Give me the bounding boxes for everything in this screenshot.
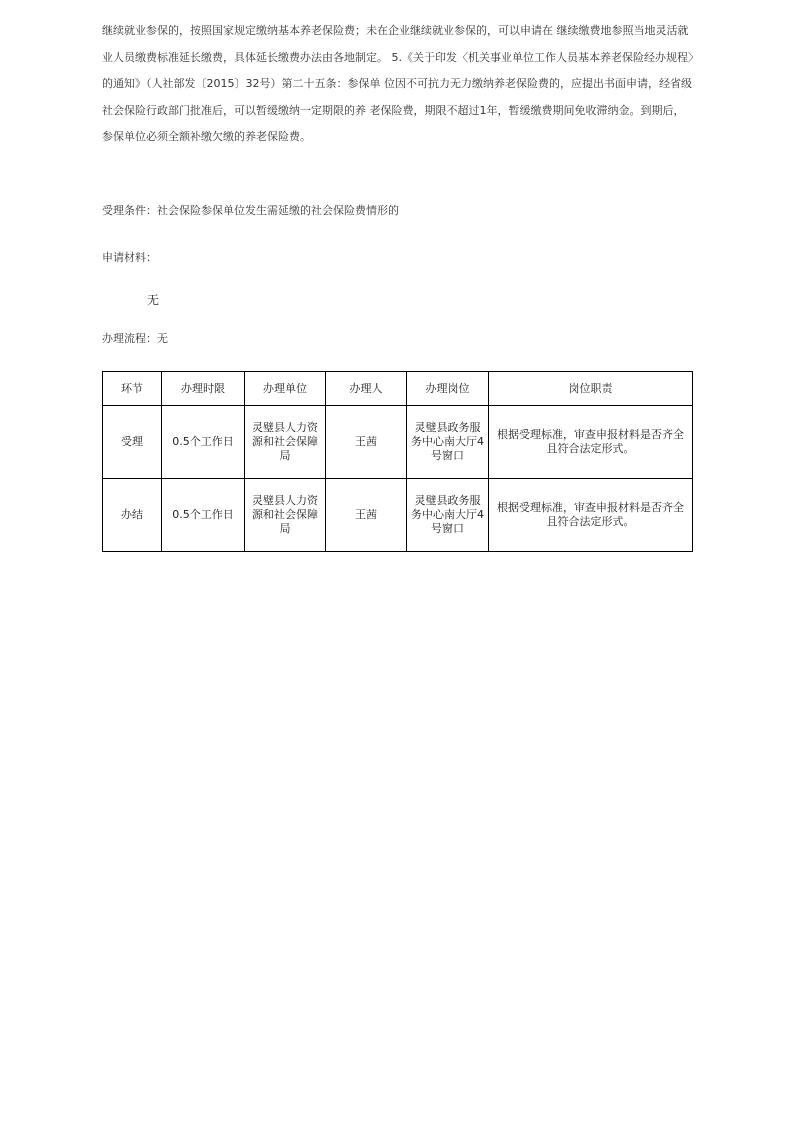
intro-paragraph: 继续就业参保的，按照国家规定缴纳基本养老保险费；未在企业继续就业参保的，可以申请在 继续缴费地参照当地灵活就业人员缴费标准延长缴费，具体延长缴费办法由各地制定。 5.《关于印发〈机关事业单位工作人员基本养老保险经办规程〉的通知》（人社部发〔2015〕32号）第二十五条：参保单 位因不可抗力无力缴纳养老保险费的，应提出书面申请，经省级社会保险行政部门批准后，可以暂缓缴纳一定期限的养 老保险费，期限不超过1年，暂缓缴费期间免收滞纳金。到期后，参保单位必须全额补缴欠缴的养老保险费。 [102, 24, 694, 143]
cell-step: 办结 [103, 479, 162, 552]
cell-unit: 灵璧县人力资源和社会保障局 [245, 406, 326, 479]
cell-time-limit: 0.5个工作日 [162, 479, 245, 552]
header-post: 办理岗位 [407, 372, 489, 406]
table-row [103, 406, 693, 479]
cell-handler: 王茜 [326, 406, 407, 479]
materials-value: 无 [147, 293, 160, 307]
header-step: 环节 [103, 372, 162, 406]
header-unit: 办理单位 [245, 372, 326, 406]
process-flow: 办理流程：无 [102, 332, 168, 345]
cell-step: 受理 [103, 406, 162, 479]
cell-time-limit: 0.5个工作日 [162, 406, 245, 479]
header-handler: 办理人 [326, 372, 407, 406]
cell-handler: 王茜 [326, 479, 407, 552]
process-table [102, 371, 693, 552]
cell-post: 灵璧县政务服务中心南大厅4号窗口 [407, 406, 489, 479]
table-header-row [103, 372, 693, 406]
table-row [103, 479, 693, 552]
header-duty: 岗位职责 [489, 372, 693, 406]
acceptance-conditions: 受理条件：社会保险参保单位发生需延缴的社会保险费情形的 [102, 204, 399, 217]
header-time-limit: 办理时限 [162, 372, 245, 406]
cell-unit: 灵璧县人力资源和社会保障局 [245, 479, 326, 552]
cell-duty: 根据受理标准，审查申报材料是否齐全且符合法定形式。 [489, 406, 693, 479]
cell-post: 灵璧县政务服务中心南大厅4号窗口 [407, 479, 489, 552]
cell-duty: 根据受理标准，审查申报材料是否齐全且符合法定形式。 [489, 479, 693, 552]
materials-label: 申请材料： [102, 251, 157, 264]
